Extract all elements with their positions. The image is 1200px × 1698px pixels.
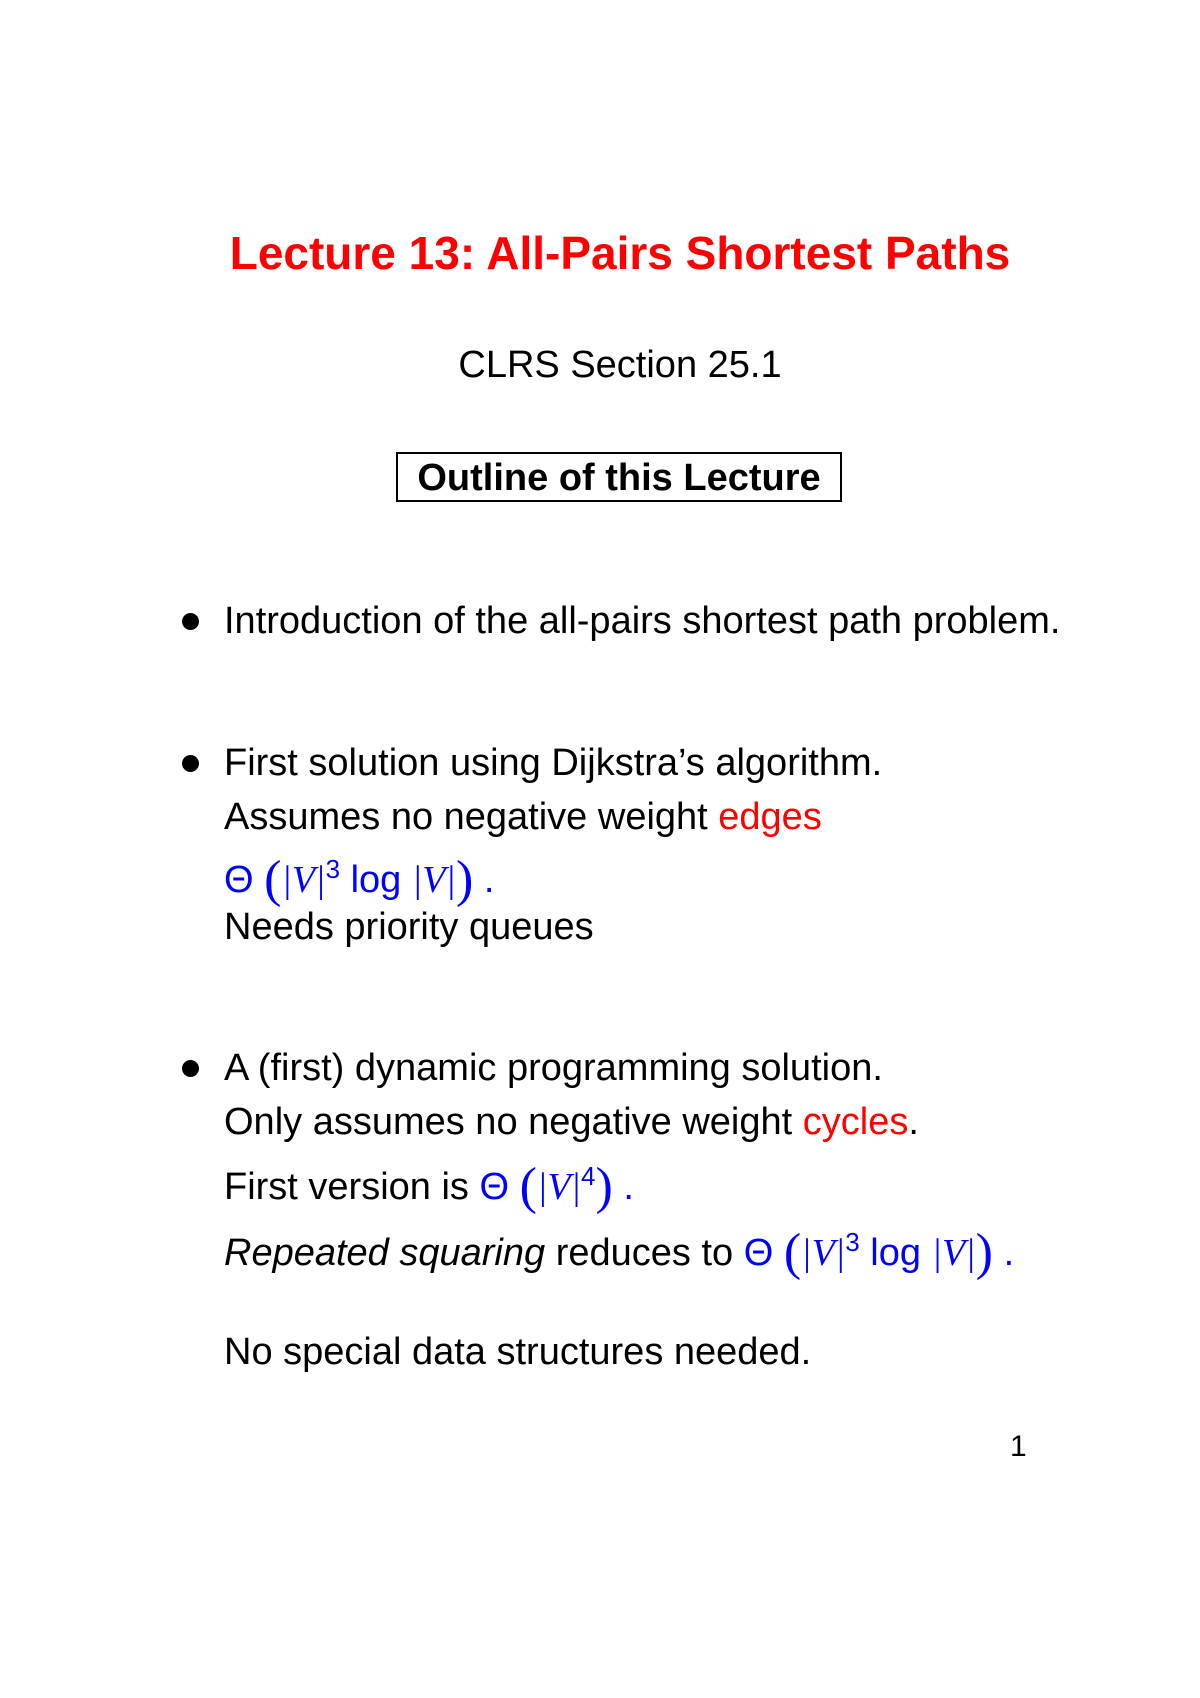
bullet-2-line-1: First solution using Dijkstra’s algorithm. — [224, 742, 883, 784]
theta-symbol: Θ — [224, 859, 254, 901]
section-reference: CLRS Section 25.1 — [458, 344, 782, 386]
bullet-3-line-6: No special data structures needed. — [224, 1331, 812, 1373]
highlight-edges: edges — [718, 796, 822, 838]
complexity-dijkstra — [224, 846, 495, 908]
exponent: 4 — [581, 1161, 596, 1191]
complexity-first-version — [479, 1158, 634, 1215]
left-paren: ( — [783, 1224, 802, 1281]
bullet-dot — [182, 613, 199, 630]
bullet-3-line-2-text: Only assumes no negative weight — [224, 1101, 803, 1143]
period: . — [623, 1166, 634, 1208]
theta-symbol: Θ — [479, 1166, 510, 1208]
abs-v: |V| — [801, 1232, 846, 1274]
left-paren: ( — [519, 1158, 537, 1215]
bullet-3-line-3-text: First version is — [224, 1166, 480, 1208]
right-paren: ) — [975, 1224, 993, 1281]
bullet-2-line-2-text: Assumes no negative weight — [224, 796, 719, 838]
log-operator: log — [859, 1232, 932, 1274]
period: . — [1003, 1232, 1015, 1274]
left-paren: ( — [264, 851, 282, 908]
exponent: 3 — [845, 1227, 860, 1257]
abs-v: |V| — [411, 859, 456, 901]
period: . — [908, 1101, 919, 1143]
log-operator: log — [340, 859, 412, 901]
right-paren: ) — [455, 851, 474, 908]
abs-v: |V| — [281, 859, 326, 901]
bullet-3-line-4 — [224, 1219, 1015, 1281]
highlight-cycles: cycles — [802, 1101, 909, 1143]
theta-symbol: Θ — [743, 1232, 774, 1274]
bullet-dot — [182, 1060, 199, 1077]
period: . — [483, 859, 495, 901]
exponent: 3 — [325, 854, 341, 884]
bullet-3-line-4-text: reduces to — [545, 1232, 744, 1274]
abs-v: |V| — [931, 1232, 976, 1274]
bullet-1-text: Introduction of the all-pairs shortest path problem. — [224, 600, 1061, 642]
repeated-squaring-text: Repeated squaring — [224, 1232, 546, 1274]
outline-heading: Outline of this Lecture — [396, 452, 842, 502]
lecture-title: Lecture 13: All-Pairs Shortest Paths — [229, 227, 1011, 279]
page-number: 1 — [1010, 1430, 1027, 1463]
bullet-3-line-3 — [224, 1153, 634, 1215]
bullet-2-line-4: Needs priority queues — [224, 906, 594, 948]
complexity-repeated-squaring — [743, 1224, 1015, 1281]
abs-v: |V| — [536, 1166, 582, 1208]
bullet-2-line-2 — [224, 794, 822, 840]
right-paren: ) — [595, 1158, 613, 1215]
bullet-3-line-2 — [224, 1099, 919, 1145]
bullet-3-line-1: A (first) dynamic programming solution. — [224, 1047, 883, 1089]
bullet-dot — [182, 755, 199, 772]
